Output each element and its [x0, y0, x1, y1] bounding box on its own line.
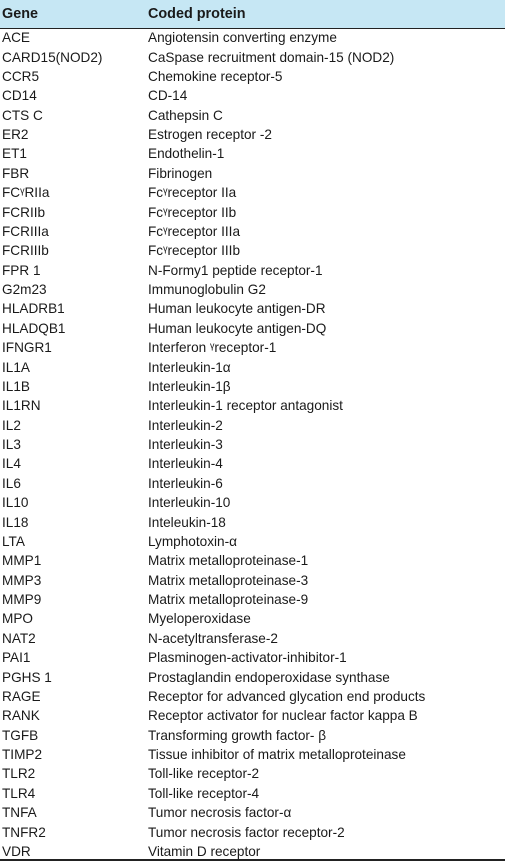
table-row — [0, 454, 505, 473]
coded-protein-cell: Prostaglandin endoperoxidase synthase — [148, 669, 390, 685]
coded-protein-cell: Fcᵞreceptor IIb — [148, 204, 237, 220]
table-row — [0, 629, 505, 648]
table-row — [0, 416, 505, 435]
table-row — [0, 474, 505, 493]
gene-cell: ET1 — [2, 146, 27, 162]
coded-protein-cell: Toll-like receptor-4 — [148, 785, 260, 801]
coded-protein-cell: Myeloperoxidase — [148, 611, 251, 627]
gene-cell: MMP3 — [2, 572, 42, 588]
table-row — [0, 764, 505, 783]
table-row — [0, 125, 505, 144]
table-row — [0, 726, 505, 745]
gene-cell: MMP1 — [2, 553, 42, 569]
coded-protein-cell: Toll-like receptor-2 — [148, 766, 260, 782]
gene-cell: IFNGR1 — [2, 340, 52, 356]
gene-cell: IL2 — [2, 417, 21, 433]
gene-cell: TGFB — [2, 727, 39, 743]
gene-cell: IL1A — [2, 359, 30, 375]
gene-cell: IL1B — [2, 378, 30, 394]
gene-cell: FCᵞRIIa — [2, 185, 50, 201]
table-row — [0, 164, 505, 183]
table-row — [0, 590, 505, 609]
table-row — [0, 183, 505, 202]
coded-protein-cell: Interleukin-2 — [148, 417, 223, 433]
coded-protein-cell: Immunoglobulin G2 — [148, 282, 266, 298]
table-row — [0, 745, 505, 764]
gene-cell: TLR2 — [2, 766, 36, 782]
table-row — [0, 86, 505, 105]
header-row — [0, 0, 505, 28]
table-row — [0, 803, 505, 822]
coded-protein-cell: Interferon ᵞreceptor-1 — [148, 340, 277, 356]
gene-cell: FPR 1 — [2, 262, 41, 278]
gene-cell: RAGE — [2, 688, 41, 704]
table-row — [0, 648, 505, 667]
coded-protein-cell: Chemokine receptor-5 — [148, 68, 283, 84]
table-row — [0, 28, 505, 47]
gene-cell: FCRIIb — [2, 204, 46, 220]
gene-cell: LTA — [2, 533, 25, 549]
coded-protein-cell: Fcᵞreceptor IIIb — [148, 243, 241, 259]
table-row — [0, 67, 505, 86]
coded-protein-cell: Tumor necrosis factor-α — [148, 805, 292, 821]
coded-protein-cell: Receptor for advanced glycation end products — [148, 688, 426, 704]
coded-protein-cell: Human leukocyte antigen-DR — [148, 301, 326, 317]
table-row — [0, 280, 505, 299]
coded-protein-cell: N-Formy1 peptide receptor-1 — [148, 262, 323, 278]
table-row — [0, 261, 505, 280]
coded-protein-cell: Receptor activator for nuclear factor kappa B — [148, 708, 418, 724]
coded-protein-cell: Interleukin-3 — [148, 437, 223, 453]
coded-protein-cell: Estrogen receptor -2 — [148, 127, 272, 143]
table-row — [0, 222, 505, 241]
gene-cell: TLR4 — [2, 785, 36, 801]
table-row — [0, 299, 505, 318]
table-row — [0, 512, 505, 531]
coded-protein-cell: Angiotensin converting enzyme — [148, 30, 337, 46]
coded-protein-cell: Fibrinogen — [148, 165, 213, 181]
coded-protein-cell: Matrix metalloproteinase-3 — [148, 572, 309, 588]
table-row — [0, 377, 505, 396]
coded-protein-cell: Endothelin-1 — [148, 146, 225, 162]
coded-protein-cell: Interleukin-4 — [148, 456, 223, 472]
coded-protein-cell: N-acetyltransferase-2 — [148, 630, 278, 646]
gene-cell: FBR — [2, 165, 30, 181]
table-row — [0, 532, 505, 551]
table-row — [0, 396, 505, 415]
table-row — [0, 241, 505, 260]
table-row — [0, 551, 505, 570]
coded-protein-cell: Interleukin-10 — [148, 495, 231, 511]
coded-protein-cell: Matrix metalloproteinase-1 — [148, 553, 309, 569]
header-coded-protein: Coded protein — [140, 0, 505, 28]
table-row — [0, 144, 505, 163]
gene-cell: TIMP2 — [2, 747, 43, 763]
gene-cell: VDR — [2, 843, 31, 859]
gene-cell: IL6 — [2, 475, 21, 491]
bottom-rule — [0, 859, 505, 861]
coded-protein-cell: CD-14 — [148, 88, 188, 104]
gene-cell: PGHS 1 — [2, 669, 52, 685]
gene-cell: NAT2 — [2, 630, 36, 646]
coded-protein-cell: Tissue inhibitor of matrix metalloproteinase — [148, 747, 406, 763]
header-gene: Gene — [0, 0, 140, 28]
gene-cell: CTS C — [2, 107, 43, 123]
table-row — [0, 47, 505, 66]
gene-cell: MPO — [2, 611, 33, 627]
table-row — [0, 435, 505, 454]
coded-protein-cell: Lymphotoxin-α — [148, 533, 237, 549]
gene-cell: FCRIIIb — [2, 243, 49, 259]
coded-protein-cell: Interleukin-1α — [148, 359, 231, 375]
coded-protein-cell: Fcᵞreceptor IIa — [148, 185, 237, 201]
table-row — [0, 106, 505, 125]
gene-cell: HLADQB1 — [2, 320, 66, 336]
table-row — [0, 706, 505, 725]
gene-cell: IL18 — [2, 514, 29, 530]
gene-cell: IL10 — [2, 495, 29, 511]
table-row — [0, 667, 505, 686]
gene-cell: ER2 — [2, 127, 29, 143]
gene-cell: FCRIIIa — [2, 223, 49, 239]
gene-cell: HLADRB1 — [2, 301, 65, 317]
gene-cell: TNFR2 — [2, 824, 46, 840]
coded-protein-cell: Inteleukin-18 — [148, 514, 226, 530]
table-body — [0, 28, 505, 861]
coded-protein-cell: Interleukin-1 receptor antagonist — [148, 398, 343, 414]
gene-cell: RANK — [2, 708, 40, 724]
coded-protein-cell: CaSpase recruitment domain-15 (NOD2) — [148, 49, 395, 65]
coded-protein-cell: Cathepsin C — [148, 107, 223, 123]
gene-cell: IL4 — [2, 456, 21, 472]
coded-protein-cell: Interleukin-6 — [148, 475, 223, 491]
table-row — [0, 687, 505, 706]
table-row — [0, 338, 505, 357]
gene-cell: IL3 — [2, 437, 21, 453]
coded-protein-cell: Fcᵞreceptor IIIa — [148, 223, 241, 239]
coded-protein-cell: Vitamin D receptor — [148, 843, 261, 859]
gene-cell: CCR5 — [2, 68, 40, 84]
table-row — [0, 202, 505, 221]
table-row — [0, 784, 505, 803]
gene-cell: PAI1 — [2, 650, 31, 666]
table-row — [0, 319, 505, 338]
table-row — [0, 493, 505, 512]
coded-protein-cell: Plasminogen-activator-inhibitor-1 — [148, 650, 347, 666]
gene-cell: ACE — [2, 30, 30, 46]
table-row — [0, 822, 505, 841]
table-row — [0, 609, 505, 628]
coded-protein-cell: Interleukin-1β — [148, 378, 231, 394]
coded-protein-cell: Transforming growth factor- β — [148, 727, 327, 743]
table-header — [0, 0, 505, 28]
table-row — [0, 571, 505, 590]
gene-cell: CARD15(NOD2) — [2, 49, 103, 65]
coded-protein-cell: Tumor necrosis factor receptor-2 — [148, 824, 345, 840]
coded-protein-cell: Matrix metalloproteinase-9 — [148, 592, 309, 608]
coded-protein-cell: Human leukocyte antigen-DQ — [148, 320, 327, 336]
gene-cell: CD14 — [2, 88, 37, 104]
gene-cell: MMP9 — [2, 592, 42, 608]
gene-cell: TNFA — [2, 805, 37, 821]
gene-cell: IL1RN — [2, 398, 41, 414]
gene-cell: G2m23 — [2, 282, 47, 298]
table-row — [0, 357, 505, 376]
